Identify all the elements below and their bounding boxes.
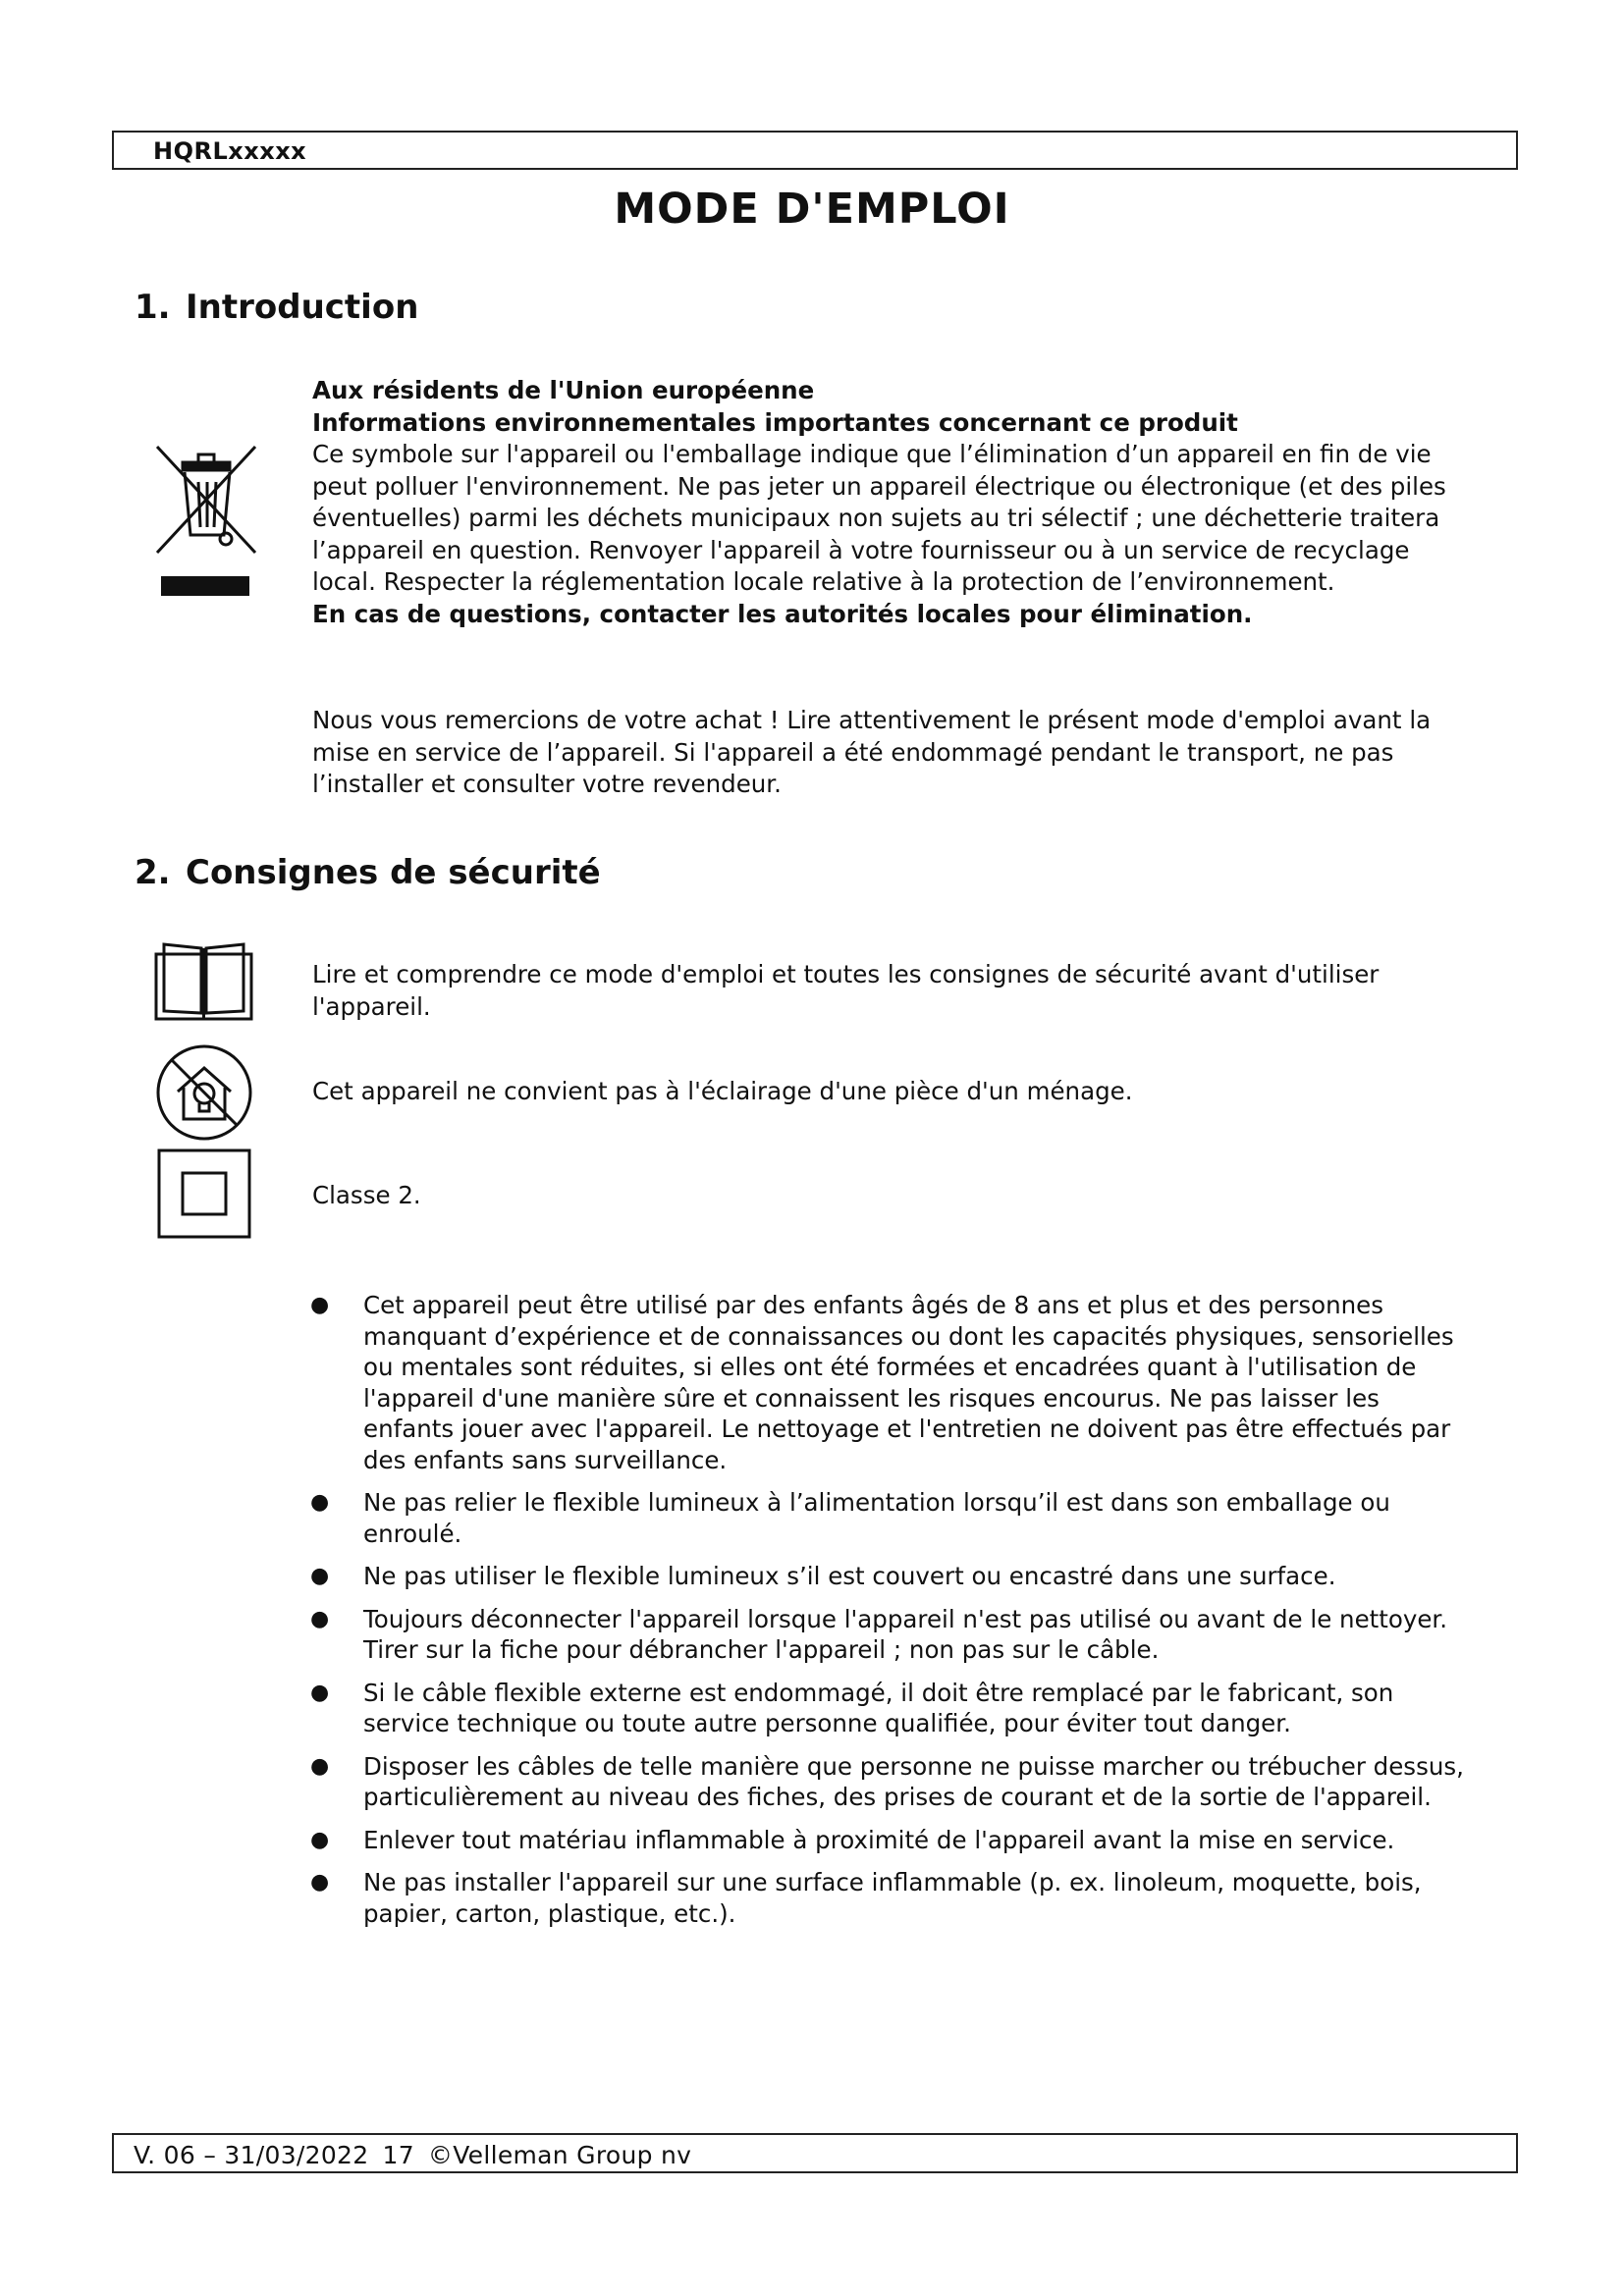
bullet-text: Ne pas utiliser le flexible lumineux s’il est couvert ou encastré dans une surface. bbox=[363, 1562, 1336, 1590]
list-item bbox=[306, 1290, 1465, 1475]
list-item bbox=[306, 1604, 1465, 1666]
class-2-double-square-icon bbox=[155, 1147, 253, 1241]
section-1-number: 1. bbox=[135, 288, 171, 327]
header-bar bbox=[112, 131, 1518, 170]
bullet-dot-icon: ● bbox=[310, 1606, 330, 1631]
bullet-text: Enlever tout matériau inflammable à proximité de l'appareil avant la mise en service. bbox=[363, 1825, 1395, 1854]
class-2-text: Classe 2. bbox=[312, 1181, 421, 1209]
bullet-dot-icon: ● bbox=[310, 1753, 330, 1779]
section-2-heading bbox=[135, 853, 601, 892]
bullet-dot-icon: ● bbox=[310, 1680, 330, 1705]
bullet-text: Si le câble flexible externe est endommagé, il doit être remplacé par le fabricant, son service technique ou toute autre personne qualifiée, pour éviter tout danger. bbox=[363, 1678, 1394, 1737]
no-household-lighting-icon bbox=[154, 1042, 254, 1143]
crossed-out-wheelie-bin-icon bbox=[147, 437, 265, 599]
bullet-text: Disposer les câbles de telle manière que personne ne puisse marcher ou trébucher dessus, particulièrement au niveau des fiches, des prises de courant et de la sortie de l'appareil. bbox=[363, 1751, 1464, 1811]
document-title: MODE D'EMPLOI bbox=[614, 185, 1010, 234]
footer-bar bbox=[112, 2133, 1518, 2173]
list-item bbox=[306, 1487, 1465, 1549]
symbol-text-read-manual bbox=[312, 959, 1463, 1023]
section-1-title: Introduction bbox=[186, 288, 419, 327]
read-manual-text: Lire et comprendre ce mode d'emploi et toutes les consignes de sécurité avant d'utiliser l'appareil. bbox=[312, 960, 1380, 1021]
bullet-dot-icon: ● bbox=[310, 1293, 330, 1317]
footer-page-number: 17 bbox=[382, 2141, 414, 2169]
bullet-text: Toujours déconnecter l'appareil lorsque l'appareil n'est pas utilisé ou avant de le nettoyer. Tirer sur la fiche pour débrancher l'appareil ; non pas sur le câble. bbox=[363, 1604, 1448, 1664]
footer-version: V. 06 – 31/03/2022 bbox=[134, 2141, 369, 2169]
bullet-text: Ne pas relier le flexible lumineux à l’alimentation lorsqu’il est dans son emballage ou enroulé. bbox=[363, 1488, 1390, 1548]
list-item bbox=[306, 1561, 1465, 1592]
bullet-dot-icon: ● bbox=[310, 1870, 330, 1895]
bullet-text: Cet appareil peut être utilisé par des enfants âgés de 8 ans et plus et des personnes manquant d’expérience et de connaissances ou dont les capacités physiques, sensorielles ou mentales sont réduites, si elles ont été formées et encadrées quant à l'utilisation de l'appareil d'une manière sûre et connaissent les risques encourus. Ne pas laisser les enfants jouer avec l'appareil. Le nettoyage et l'entretien ne doivent pas être effectués par des enfants sans surveillance. bbox=[363, 1291, 1454, 1474]
model-code: HQRLxxxxx bbox=[153, 137, 307, 165]
eu-residents-title: Aux résidents de l'Union européenne bbox=[312, 376, 815, 404]
weee-notice bbox=[312, 375, 1463, 630]
list-item bbox=[306, 1867, 1465, 1929]
bullet-text: Ne pas installer l'appareil sur une surface inflammable (p. ex. linoleum, moquette, bois, papier, carton, plastique, etc.). bbox=[363, 1868, 1422, 1928]
thanks-text: Nous vous remercions de votre achat ! Lire attentivement le présent mode d'emploi avant la mise en service de l’appareil. Si l'appareil a été endommagé pendant le transport, ne pas l’installer et consulter votre revendeur. bbox=[312, 706, 1432, 798]
no-household-text: Cet appareil ne convient pas à l'éclairage d'une pièce d'un ménage. bbox=[312, 1077, 1133, 1105]
footer-copyright: ©Velleman Group nv bbox=[427, 2141, 692, 2169]
open-book-icon bbox=[152, 940, 255, 1023]
bullet-dot-icon: ● bbox=[310, 1490, 330, 1515]
symbol-text-class-2 bbox=[312, 1180, 1463, 1212]
section-2-title: Consignes de sécurité bbox=[186, 853, 601, 892]
contact-authorities-text: En cas de questions, contacter les autorités locales pour élimination. bbox=[312, 599, 1253, 628]
thanks-paragraph bbox=[312, 705, 1463, 801]
environment-info-text: Ce symbole sur l'appareil ou l'emballage indique que l’élimination d’un appareil en fin de vie peut polluer l'environnement. Ne pas jeter un appareil électrique ou électronique (et des piles éventuelles) parmi les déchets municipaux non sujets au tri sélectif ; une déchetterie traitera l’appareil en question. Renvoyer l'appareil à votre fournisseur ou à un service de recyclage local. Respecter la réglementation locale relative à la protection de l’environnement. bbox=[312, 440, 1446, 596]
bullet-dot-icon: ● bbox=[310, 1827, 330, 1852]
symbol-text-no-household bbox=[312, 1076, 1463, 1108]
list-item bbox=[306, 1678, 1465, 1739]
safety-bullet-list bbox=[306, 1290, 1465, 1941]
environment-info-title: Informations environnementales importantes concernant ce produit bbox=[312, 407, 1238, 437]
section-1-heading bbox=[135, 288, 418, 327]
list-item bbox=[306, 1751, 1465, 1813]
section-2-number: 2. bbox=[135, 853, 171, 892]
list-item bbox=[306, 1825, 1465, 1856]
bullet-dot-icon: ● bbox=[310, 1564, 330, 1588]
footer-text bbox=[134, 2141, 705, 2169]
